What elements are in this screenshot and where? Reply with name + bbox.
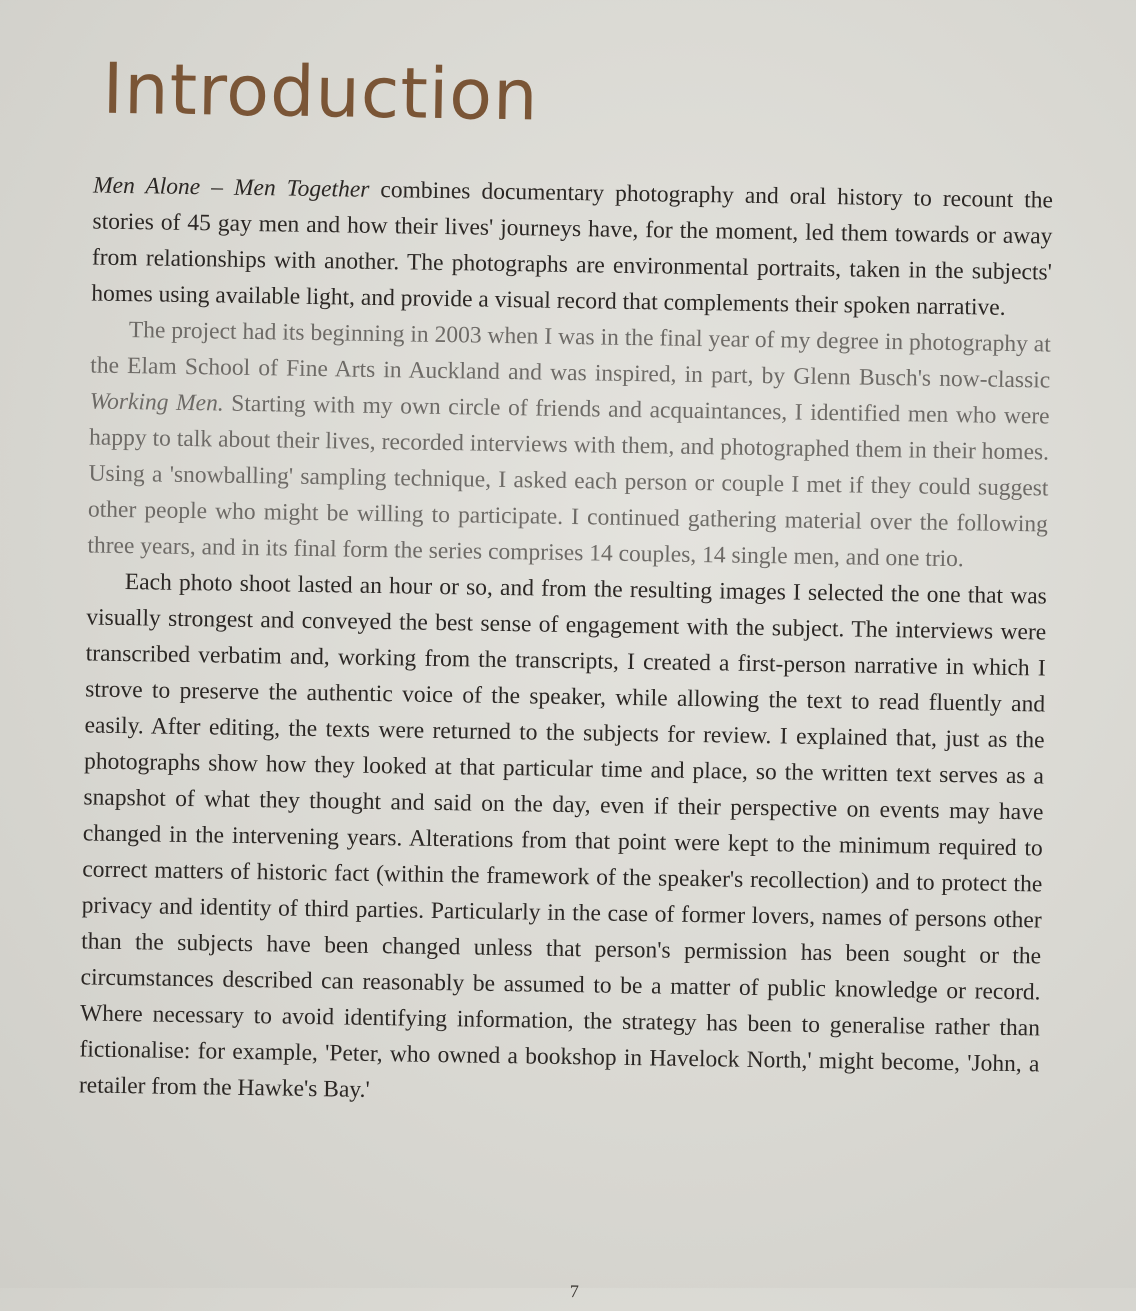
paragraph-1-text: combines documentary photography and oral history to recount the stories of 45 gay men and how their lives' journeys have, for the moment, led them towards or away from relationships with another. The photographs are environmental portraits, taken in the subjects' homes using available light, and provide a visual record that complements their spoken narrative. xyxy=(91,176,1054,321)
paragraph-1 xyxy=(91,167,1053,326)
paragraph-2-text-start: The project had its beginning in 2003 when I was in the final year of my degree in photography at the Elam School of Fine Arts in Auckland and was inspired, in part, by Glenn Busch's now-classic xyxy=(90,317,1051,394)
paragraph-3 xyxy=(79,563,1047,1118)
paragraph-3-text: Each photo shoot lasted an hour or so, and from the resulting images I selected the one that was visually strongest and conveyed the best sense of engagement with the subject. The interviews were transcribed verbatim and, working from the transcripts, I created a first-person narrative in which I strove to preserve the authentic voice of the speaker, while allowing the text to read fluently and easily. After editing, the texts were returned to the subjects for review. I explained that, just as the photographs show how they looked at that particular time and place, so the written text serves as a snapshot of what they thought and said on the day, even if their perspective on events may have changed in the intervening years. Alterations from that point were kept to the minimum required to correct matters of historic fact (within the framework of the speaker's recollection) and to protect the privacy and identity of third parties. Particularly in the case of former lovers, names of persons other than the subjects have been changed unless that person's permission has been sought or the circumstances described can reasonably be assumed to be a matter of public knowledge or record. Where necessary to avoid identifying information, the strategy has been to generalise rather than fictionalise: for example, 'Peter, who owned a bookshop in Havelock North,' might become, 'John, a retailer from the Hawke's Bay.' xyxy=(78,569,1047,1103)
page-title: Introduction xyxy=(101,47,540,137)
body-text xyxy=(79,167,1054,1118)
paragraph-2 xyxy=(87,311,1051,578)
page-number: 7 xyxy=(569,1281,579,1302)
book-title-italic: Men Alone – Men Together xyxy=(92,172,370,203)
paragraph-2-text-end: Starting with my own circle of friends and acquaintances, I identified men who were happy to talk about their lives, recorded interviews with them, and photographed them in their homes. Using a 'snowballing' sampling technique, I asked each person or couple I met if they could suggest other people who might be willing to participate. I continued gathering material over the following three years, and in its final form the series comprises 14 couples, 14 single men, and one trio. xyxy=(87,390,1050,573)
referenced-title-italic: Working Men. xyxy=(89,388,224,417)
